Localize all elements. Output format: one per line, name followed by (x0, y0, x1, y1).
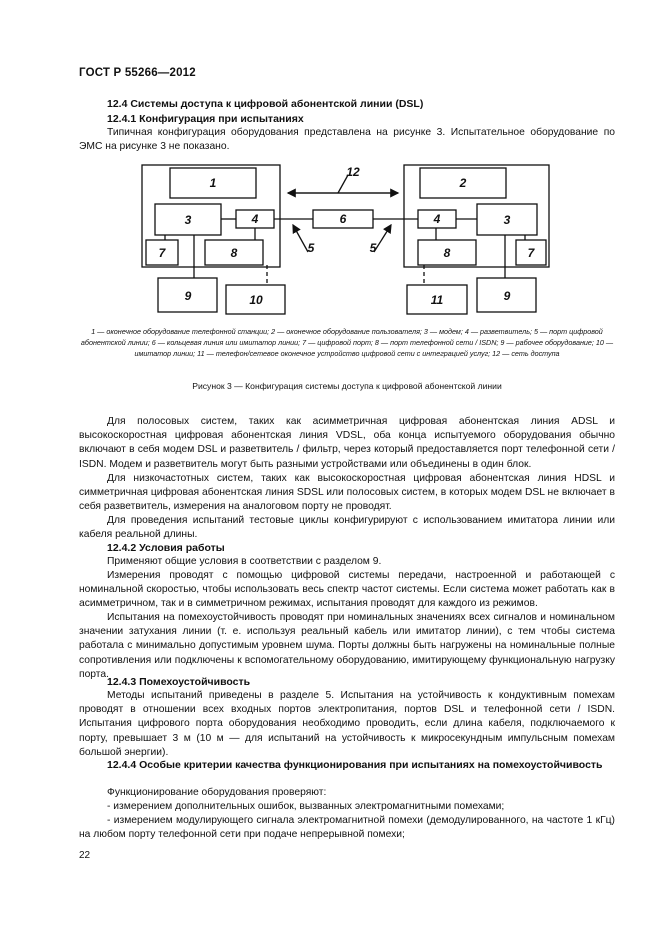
section-heading-12-4: 12.4 Системы доступа к цифровой абонентской линии (DSL) (107, 98, 424, 110)
label-11: 11 (430, 293, 444, 307)
label-8-right: 8 (443, 246, 451, 260)
section-heading-12-4-2: 12.4.2 Условия работы (107, 542, 225, 554)
paragraph-intro: Типичная конфигурация оборудования представлена на рисунке 3. Испытательное оборудование по ЭМС на рисунке 3 не показано. (79, 127, 615, 153)
label-2: 2 (459, 176, 467, 190)
label-5-left: 5 (307, 241, 315, 255)
label-12: 12 (346, 165, 360, 179)
label-4-left: 4 (251, 212, 259, 226)
document-header: ГОСТ Р 55266—2012 (79, 67, 196, 79)
page-number: 22 (79, 850, 91, 861)
label-9-left: 9 (184, 289, 192, 303)
figure-legend: 1 — оконечное оборудование телефонной станции; 2 — оконечное оборудование пользователя; 3 — модем; 4 — разветвитель; 5 — порт цифровой абонентской линии; 6 — кольцевая линия или имитатор линии; 7 — цифровой порт; 8 — порт телефонной сети / ISDN; 9 — рабочее оборудование; 10 — имитатор линии; 11 — телефон/сетевое оконечное устройство цифровой сети с интеграцией услуг; 12 — сеть доступа (80, 327, 614, 358)
figure-caption: Рисунок 3 — Конфигурация системы доступа к цифровой абонентской линии (192, 381, 502, 391)
paragraph-measurements: Измерения проводят с помощью цифровой системы передачи, настроенной и работающей с номинальной скоростью, чтобы использовать весь спектр частот системы. Если система может работать как в асимметричном, так и в симметричном режимах, испытания проводят для каждого из режимов. (79, 570, 615, 610)
paragraph-immunity-tests: Испытания на помехоустойчивость проводят при номинальных значениях всех сигналов и номинальном значении затухания линии (т. е. используя реальный кабель или имитатор линии), с тем чтобы система работала с минимально допустимым уровнем шума. Порты должны быть нагружены на номинальные полные сопротивления или подключены к вспомогательному оборудованию, имитирующему функциональную нагрузку порта. (79, 612, 615, 680)
paragraph-checks-intro: Функционирование оборудования проверяют: (107, 787, 327, 798)
paragraph-general-conditions: Применяют общие условия в соответствии с разделом 9. (107, 556, 382, 567)
section-heading-12-4-3: 12.4.3 Помехоустойчивость (107, 676, 251, 688)
paragraph-test-methods: Методы испытаний приведены в разделе 5. Испытания на устойчивость к кондуктивным помехам проводят в отношении всех входных портов электропитания, портов DSL и телефонной сети / ISDN. Испытания цифрового порта оборудования необходимо проводить, если длина кабеля, подключаемого к порту, превышает 3 м (10 м — для испытаний на устойчивость к микросекундным импульсным помехам большой энергии). (79, 690, 615, 758)
dsl-configuration-diagram (130, 160, 550, 320)
paragraph-bandpass-systems: Для полосовых систем, таких как асимметричная цифровая абонентская линия ADSL и высокоскоростная цифровая абонентская линия VDSL, оба конца испытуемого оборудования обычно включают в себя модем DSL и разветвитель / фильтр, через который предоставляется порт телефонной сети / ISDN. Модем и разветвитель могут быть разными устройствами или объединены в один блок. (79, 416, 615, 470)
label-9-right: 9 (503, 289, 511, 303)
label-6: 6 (339, 212, 347, 226)
label-1: 1 (209, 176, 217, 190)
label-3-left: 3 (184, 213, 192, 227)
section-heading-12-4-1: 12.4.1 Конфигурация при испытаниях (107, 113, 304, 125)
paragraph-lowfreq-systems: Для низкочастотных систем, таких как высокоскоростная цифровая абонентская линия HDSL и симметричная цифровая абонентская линия SDSL или полосовых систем, в которых модем DSL не включает в себя разветвитель, измерения на аналоговом порту не проводят. (79, 473, 615, 513)
paragraph-test-loops: Для проведения испытаний тестовые циклы конфигурируют с использованием имитатора линии или кабеля реальной длины. (79, 515, 615, 541)
list-item-errors: - измерением дополнительных ошибок, вызванных электромагнитными помехами; (107, 801, 505, 812)
list-item-demodulated-signal: - измерением модулирующего сигнала электромагнитной помехи (демодулированного, на частоте 1 кГц) на любом порту телефонной сети при подаче непрерывной помехи; (79, 815, 615, 841)
label-7-right: 7 (527, 246, 535, 260)
label-3-right: 3 (503, 213, 511, 227)
label-7-left: 7 (158, 246, 166, 260)
label-5-right: 5 (369, 241, 377, 255)
label-10: 10 (249, 293, 263, 307)
label-4-right: 4 (433, 212, 441, 226)
section-heading-12-4-4: 12.4.4 Особые критерии качества функционирования при испытаниях на помехоустойчивость (107, 759, 603, 771)
label-8-left: 8 (230, 246, 238, 260)
